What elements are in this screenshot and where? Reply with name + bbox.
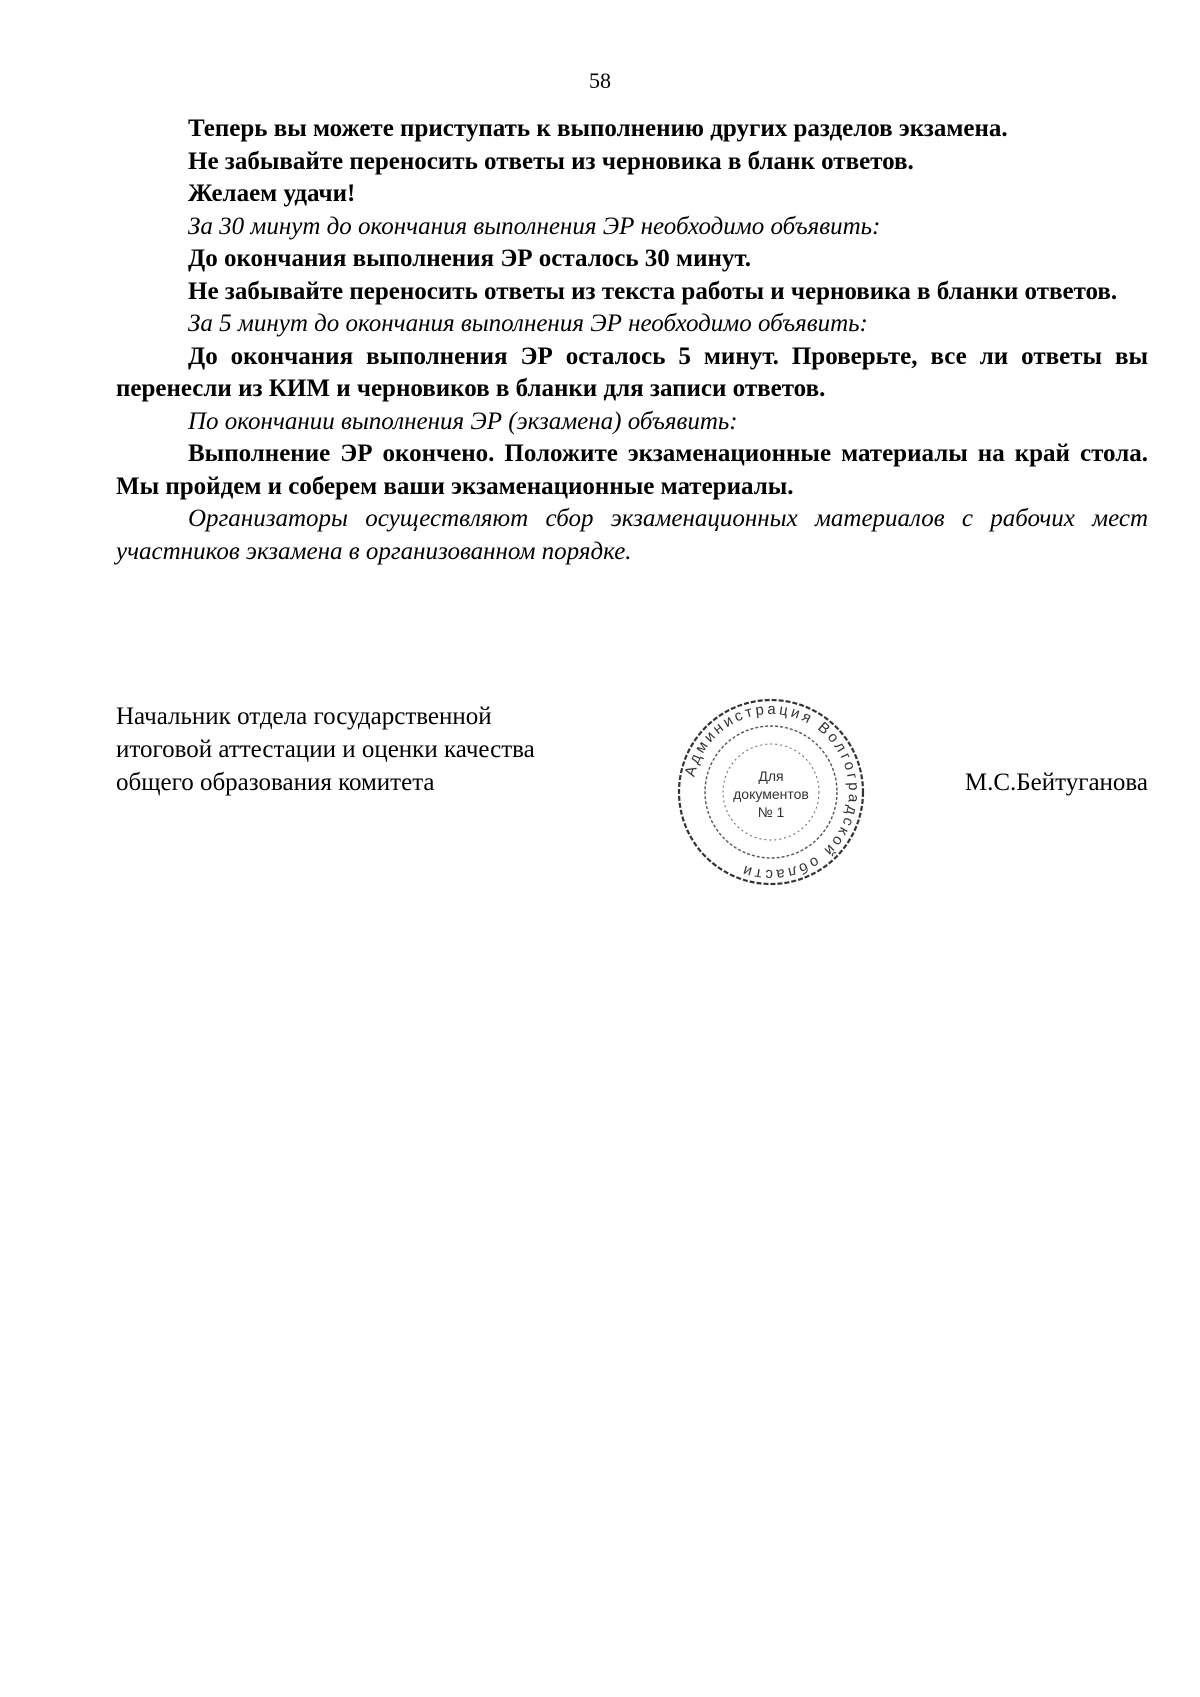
paragraph-good-luck: Желаем удачи! bbox=[188, 180, 356, 207]
stamp-ring-text: Администрация Волгоградской области bbox=[681, 700, 863, 884]
paragraph-note-5-min: За 5 минут до окончания выполнения ЭР необходимо объявить: bbox=[188, 310, 868, 337]
page-number: 58 bbox=[589, 68, 611, 93]
paragraph-reminder-transfer: Не забывайте переносить ответы из текста работы и черновика в бланки ответов. bbox=[188, 277, 1118, 305]
stamp-center-line-3: № 1 bbox=[757, 804, 785, 820]
paragraph-announcement-5-min: До окончания выполнения ЭР осталось 5 минут. Проверьте, все ли ответы вы перенесли из КИМ и черновиков в бланки для записи ответов. bbox=[116, 342, 1148, 402]
official-stamp bbox=[676, 697, 866, 887]
signature-position-line: Начальник отдела государственной bbox=[116, 703, 492, 730]
signature-position-line: итоговой аттестации и оценки качества bbox=[116, 736, 535, 763]
document-body bbox=[116, 113, 1148, 568]
stamp-center-line-2: документов bbox=[733, 786, 809, 802]
paragraph-note-collection: Организаторы осуществляют сбор экзаменационных материалов с рабочих мест участников экзамена в организованном порядке. bbox=[116, 505, 1148, 565]
paragraph-announcement-30-min: До окончания выполнения ЭР осталось 30 минут. bbox=[188, 245, 752, 272]
paragraph-instruction-2: Не забывайте переносить ответы из черновика в бланк ответов. bbox=[188, 147, 914, 175]
paragraph-instruction-1: Теперь вы можете приступать к выполнению других разделов экзамена. bbox=[188, 115, 1008, 142]
stamp-seal-icon bbox=[676, 697, 866, 887]
signature-position bbox=[116, 700, 535, 799]
paragraph-note-end: По окончании выполнения ЭР (экзамена) объявить: bbox=[188, 407, 738, 435]
paragraph-note-30-min: За 30 минут до окончания выполнения ЭР необходимо объявить: bbox=[188, 212, 881, 240]
signature-position-line: общего образования комитета bbox=[116, 769, 435, 796]
signer-name: М.С.Бейтуганова bbox=[964, 769, 1148, 796]
paragraph-announcement-end: Выполнение ЭР окончено. Положите экзаменационные материалы на край стола. Мы пройдем и соберем ваши экзаменационные материалы. bbox=[116, 440, 1148, 500]
stamp-center-line-1: Для bbox=[758, 768, 784, 784]
